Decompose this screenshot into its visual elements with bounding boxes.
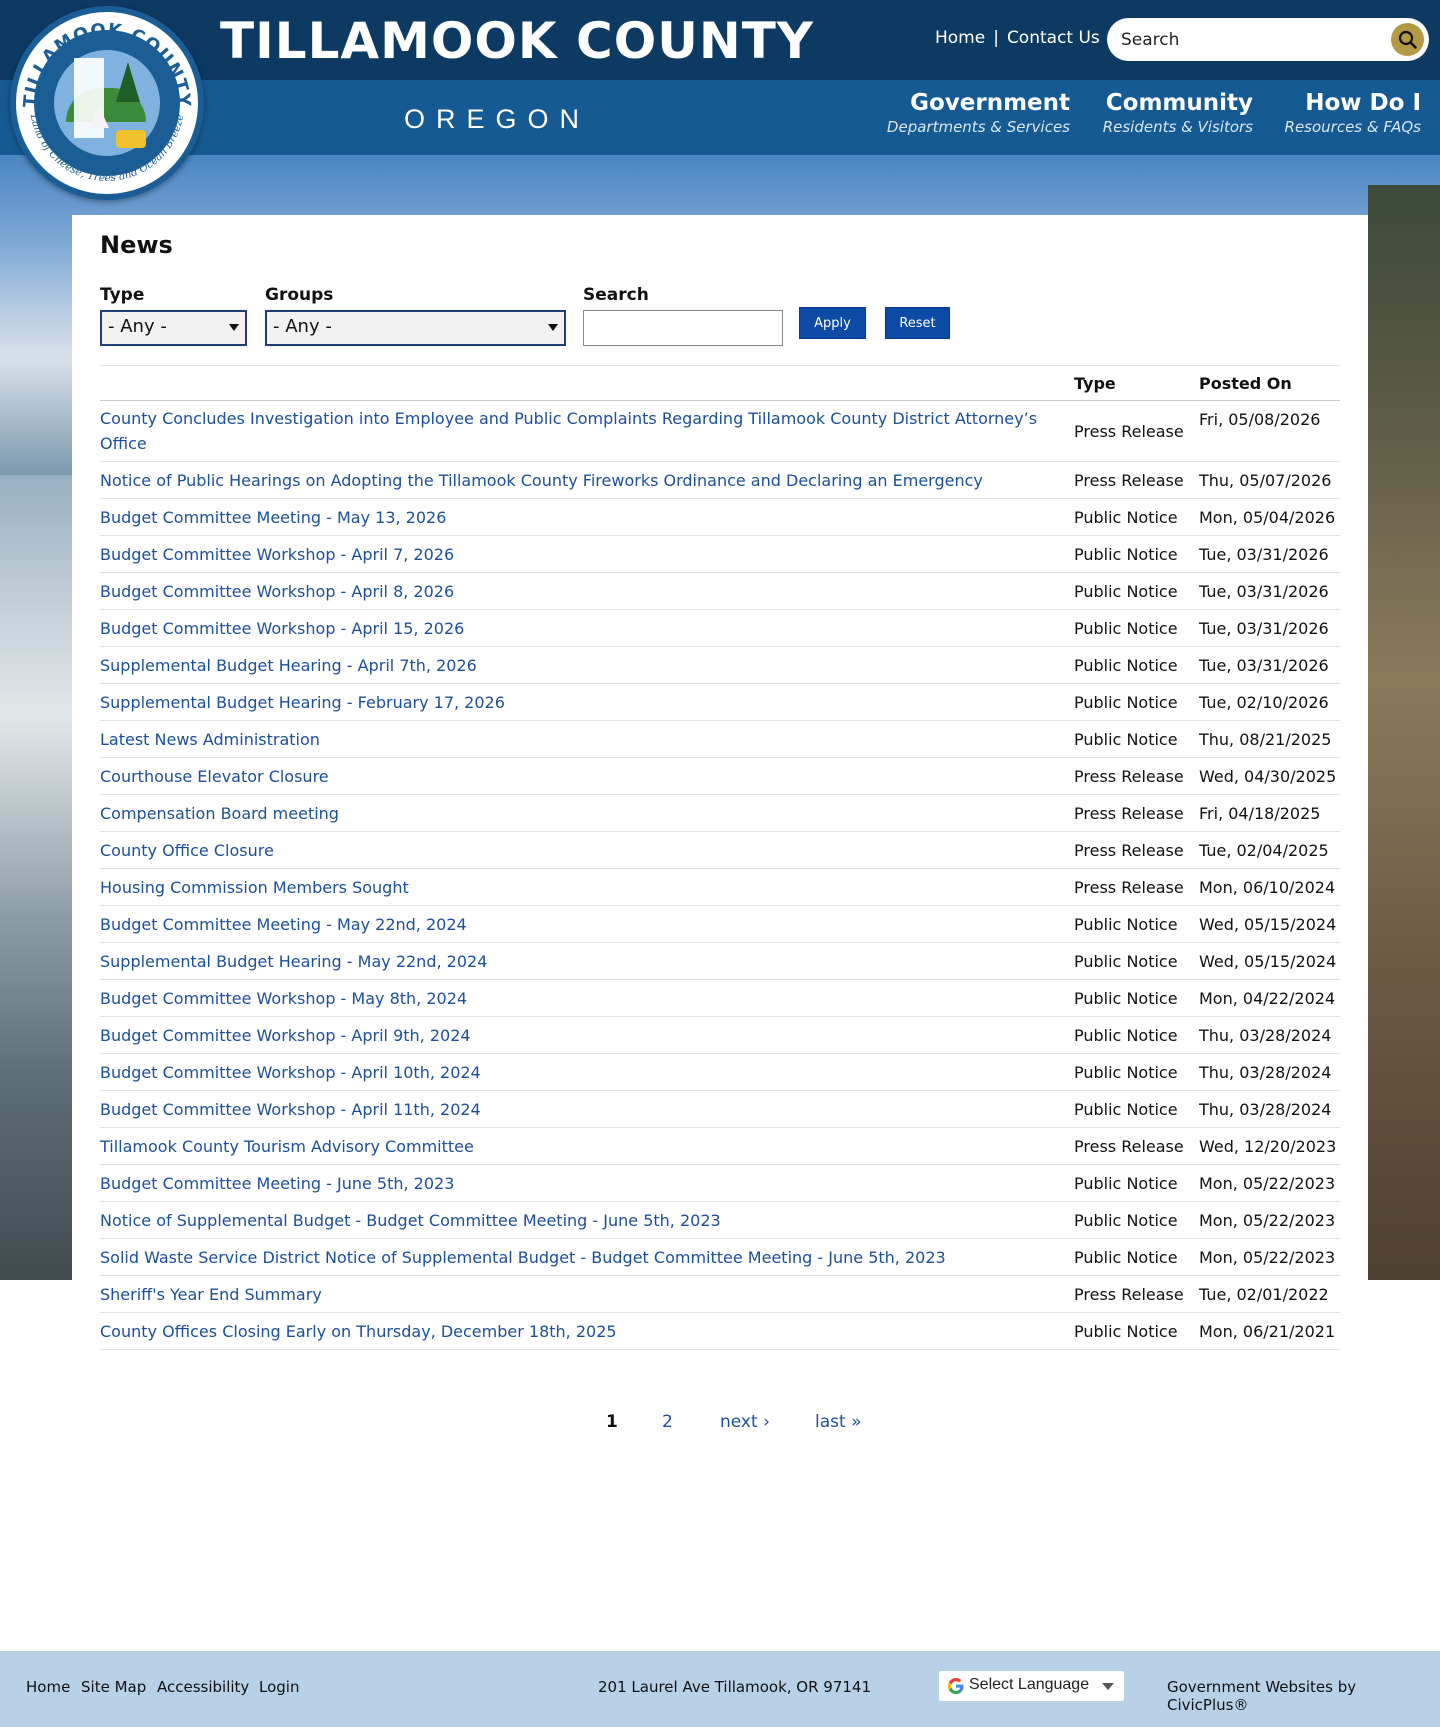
- news-posted-date: Tue, 03/31/2026: [1199, 647, 1340, 684]
- pagination: [0, 1412, 1440, 1442]
- news-posted-date: Thu, 03/28/2024: [1199, 1091, 1340, 1128]
- dropdown-arrow-icon: [1102, 1683, 1114, 1690]
- table-row: [100, 1276, 1340, 1313]
- news-posted-date: Tue, 03/31/2026: [1199, 610, 1340, 647]
- news-title-link[interactable]: Notice of Public Hearings on Adopting the Tillamook County Fireworks Ordinance and Declaring an Emergency: [100, 462, 1074, 499]
- news-table-body: [100, 401, 1340, 1350]
- table-row: [100, 1091, 1340, 1128]
- table-row: [100, 721, 1340, 758]
- language-selector[interactable]: [939, 1671, 1124, 1701]
- news-posted-date: Tue, 02/10/2026: [1199, 684, 1340, 721]
- language-label: Select Language: [969, 1676, 1090, 1693]
- county-seal-logo[interactable]: [10, 6, 204, 200]
- news-type: Public Notice: [1074, 980, 1199, 1017]
- footer-credit[interactable]: Government Websites by CivicPlus®: [1167, 1678, 1357, 1714]
- news-type: Public Notice: [1074, 1165, 1199, 1202]
- type-filter-value: - Any -: [108, 316, 167, 337]
- type-column-header[interactable]: Type: [1074, 366, 1199, 401]
- table-row: [100, 1017, 1340, 1054]
- news-title-link[interactable]: County Offices Closing Early on Thursday, December 18th, 2025: [100, 1313, 1074, 1350]
- news-type: Press Release: [1074, 795, 1199, 832]
- google-icon: [947, 1677, 965, 1695]
- pager-last[interactable]: last »: [815, 1412, 862, 1432]
- contact-us-link[interactable]: Contact Us: [1006, 28, 1100, 48]
- news-title-link[interactable]: Tillamook County Tourism Advisory Committee: [100, 1128, 1074, 1165]
- news-title-link[interactable]: Budget Committee Meeting - May 22nd, 2024: [100, 906, 1074, 943]
- site-title[interactable]: TILLAMOOK COUNTY: [220, 12, 815, 70]
- news-title-link[interactable]: Budget Committee Workshop - April 15, 2026: [100, 610, 1074, 647]
- news-type: Press Release: [1074, 1128, 1199, 1165]
- news-type: Public Notice: [1074, 943, 1199, 980]
- news-title-link[interactable]: Supplemental Budget Hearing - April 7th, 2026: [100, 647, 1074, 684]
- news-posted-date: Thu, 03/28/2024: [1199, 1054, 1340, 1091]
- pager-current-page: 1: [606, 1412, 618, 1432]
- news-type: Public Notice: [1074, 1054, 1199, 1091]
- footer-login-link[interactable]: Login: [259, 1678, 300, 1696]
- utility-links: [935, 28, 1100, 48]
- news-posted-date: Tue, 02/04/2025: [1199, 832, 1340, 869]
- table-row: [100, 1202, 1340, 1239]
- table-row: [100, 536, 1340, 573]
- type-filter-label: Type: [100, 285, 145, 305]
- table-row: [100, 906, 1340, 943]
- news-type: Public Notice: [1074, 1202, 1199, 1239]
- table-row: [100, 1313, 1340, 1350]
- news-posted-date: Thu, 05/07/2026: [1199, 462, 1340, 499]
- news-title-link[interactable]: Supplemental Budget Hearing - February 17, 2026: [100, 684, 1074, 721]
- table-row: [100, 980, 1340, 1017]
- news-posted-date: Fri, 05/08/2026: [1199, 401, 1340, 462]
- search-filter-label: Search: [583, 285, 649, 305]
- news-posted-date: Wed, 05/15/2024: [1199, 943, 1340, 980]
- news-type: Public Notice: [1074, 906, 1199, 943]
- table-row: [100, 795, 1340, 832]
- news-type: Public Notice: [1074, 684, 1199, 721]
- groups-filter-value: - Any -: [273, 316, 332, 337]
- table-row: [100, 647, 1340, 684]
- news-posted-date: Wed, 04/30/2025: [1199, 758, 1340, 795]
- footer-address: 201 Laurel Ave Tillamook, OR 97141: [598, 1678, 872, 1696]
- news-title-link[interactable]: County Office Closure: [100, 832, 1074, 869]
- news-posted-date: Tue, 03/31/2026: [1199, 573, 1340, 610]
- news-title-link[interactable]: Budget Committee Meeting - May 13, 2026: [100, 499, 1074, 536]
- news-table-header: [100, 366, 1340, 401]
- nav-government-title: Government: [910, 90, 1070, 116]
- news-type: Press Release: [1074, 758, 1199, 795]
- posted-on-column-header[interactable]: Posted On: [1199, 366, 1340, 401]
- reset-button[interactable]: Reset: [885, 307, 950, 339]
- site-subtitle: OREGON: [404, 104, 591, 134]
- news-title-link[interactable]: Compensation Board meeting: [100, 795, 1074, 832]
- svg-text:Land of Cheese, Trees and Ocea: Land of Cheese, Trees and Ocean Breeze: [27, 113, 187, 185]
- page-title: News: [100, 231, 173, 259]
- nav-how-do-i-title: How Do I: [1305, 90, 1421, 116]
- news-title-link[interactable]: Budget Committee Workshop - April 8, 2026: [100, 573, 1074, 610]
- footer-site-map-link[interactable]: Site Map: [81, 1678, 147, 1696]
- news-type: Public Notice: [1074, 1313, 1199, 1350]
- table-row: [100, 943, 1340, 980]
- table-row: [100, 758, 1340, 795]
- nav-how-do-i-subtitle: Resources & FAQs: [1284, 118, 1421, 136]
- site-search-input[interactable]: [1121, 26, 1371, 53]
- news-type: Press Release: [1074, 1276, 1199, 1313]
- chevron-down-icon: [229, 324, 239, 331]
- news-posted-date: Fri, 04/18/2025: [1199, 795, 1340, 832]
- news-title-link[interactable]: Budget Committee Workshop - April 7, 2026: [100, 536, 1074, 573]
- news-type: Press Release: [1074, 832, 1199, 869]
- news-type: Public Notice: [1074, 721, 1199, 758]
- site-footer: [0, 1651, 1440, 1727]
- news-posted-date: Thu, 08/21/2025: [1199, 721, 1340, 758]
- table-row: [100, 1128, 1340, 1165]
- nav-community-title: Community: [1105, 90, 1253, 116]
- news-title-link[interactable]: Courthouse Elevator Closure: [100, 758, 1074, 795]
- news-title-link[interactable]: Supplemental Budget Hearing - May 22nd, 2024: [100, 943, 1074, 980]
- news-posted-date: Mon, 04/22/2024: [1199, 980, 1340, 1017]
- nav-community[interactable]: [1090, 90, 1253, 145]
- news-posted-date: Mon, 05/04/2026: [1199, 499, 1340, 536]
- news-posted-date: Mon, 06/21/2021: [1199, 1313, 1340, 1350]
- table-row: [100, 832, 1340, 869]
- groups-filter-label: Groups: [265, 285, 334, 305]
- home-link[interactable]: Home: [935, 28, 986, 48]
- pager-next[interactable]: next ›: [720, 1412, 770, 1432]
- news-type: Public Notice: [1074, 573, 1199, 610]
- table-row: [100, 684, 1340, 721]
- news-posted-date: Mon, 05/22/2023: [1199, 1202, 1340, 1239]
- news-type: Public Notice: [1074, 1239, 1199, 1276]
- link-separator: |: [993, 28, 999, 48]
- pager-page-2[interactable]: 2: [662, 1412, 673, 1432]
- news-type: Press Release: [1074, 401, 1199, 462]
- news-title-link[interactable]: Budget Committee Workshop - April 9th, 2024: [100, 1017, 1074, 1054]
- nav-government-subtitle: Departments & Services: [886, 118, 1070, 136]
- news-type: Public Notice: [1074, 610, 1199, 647]
- news-posted-date: Mon, 06/10/2024: [1199, 869, 1340, 906]
- chevron-down-icon: [548, 324, 558, 331]
- news-title-link[interactable]: Budget Committee Workshop - April 10th, 2024: [100, 1054, 1074, 1091]
- nav-community-subtitle: Residents & Visitors: [1102, 118, 1253, 136]
- news-title-link[interactable]: Latest News Administration: [100, 721, 1074, 758]
- table-row: [100, 573, 1340, 610]
- news-posted-date: Tue, 03/31/2026: [1199, 536, 1340, 573]
- news-title-link[interactable]: Budget Committee Workshop - April 11th, 2024: [100, 1091, 1074, 1128]
- news-title-link[interactable]: Budget Committee Workshop - May 8th, 2024: [100, 980, 1074, 1017]
- table-row: [100, 869, 1340, 906]
- news-posted-date: Mon, 05/22/2023: [1199, 1239, 1340, 1276]
- news-type: Public Notice: [1074, 536, 1199, 573]
- apply-button[interactable]: Apply: [799, 307, 866, 339]
- table-row: [100, 462, 1340, 499]
- news-posted-date: Wed, 05/15/2024: [1199, 906, 1340, 943]
- news-title-link[interactable]: Notice of Supplemental Budget - Budget Committee Meeting - June 5th, 2023: [100, 1202, 1074, 1239]
- footer-home-link[interactable]: Home: [26, 1678, 71, 1696]
- news-posted-date: Thu, 03/28/2024: [1199, 1017, 1340, 1054]
- news-posted-date: Tue, 02/01/2022: [1199, 1276, 1340, 1313]
- news-type: Public Notice: [1074, 499, 1199, 536]
- svg-text:TILLAMOOK COUNTY: TILLAMOOK COUNTY: [19, 19, 195, 109]
- table-row: [100, 1239, 1340, 1276]
- news-title-link[interactable]: Housing Commission Members Sought: [100, 869, 1074, 906]
- seal-ring-text: [16, 12, 198, 194]
- site-header: [0, 0, 1440, 185]
- nav-how-do-i[interactable]: [1273, 90, 1421, 145]
- news-title-link[interactable]: Budget Committee Meeting - June 5th, 2023: [100, 1165, 1074, 1202]
- table-row: [100, 610, 1340, 647]
- news-type: Press Release: [1074, 869, 1199, 906]
- search-icon: [1398, 30, 1417, 49]
- footer-accessibility-link[interactable]: Accessibility: [157, 1678, 250, 1696]
- news-table: [100, 365, 1340, 1350]
- nav-government[interactable]: [880, 90, 1070, 145]
- table-row: [100, 1054, 1340, 1091]
- news-title-link[interactable]: Sheriff's Year End Summary: [100, 1276, 1074, 1313]
- type-filter-select[interactable]: [100, 310, 247, 346]
- table-row: [100, 499, 1340, 536]
- news-type: Public Notice: [1074, 1017, 1199, 1054]
- news-type: Public Notice: [1074, 1091, 1199, 1128]
- table-row: [100, 1165, 1340, 1202]
- news-search-input[interactable]: [583, 310, 783, 346]
- news-title-link[interactable]: County Concludes Investigation into Employee and Public Complaints Regarding Tillamook County District Attorney’s Office: [100, 401, 1074, 462]
- news-posted-date: Wed, 12/20/2023: [1199, 1128, 1340, 1165]
- news-type: Public Notice: [1074, 647, 1199, 684]
- site-search-button[interactable]: [1391, 23, 1424, 56]
- title-column-header: [100, 366, 1074, 401]
- table-row: [100, 401, 1340, 462]
- site-search-box: [1107, 18, 1429, 61]
- groups-filter-select[interactable]: [265, 310, 566, 346]
- news-posted-date: Mon, 05/22/2023: [1199, 1165, 1340, 1202]
- news-title-link[interactable]: Solid Waste Service District Notice of Supplemental Budget - Budget Committee Meeting - June 5th, 2023: [100, 1239, 1074, 1276]
- news-type: Press Release: [1074, 462, 1199, 499]
